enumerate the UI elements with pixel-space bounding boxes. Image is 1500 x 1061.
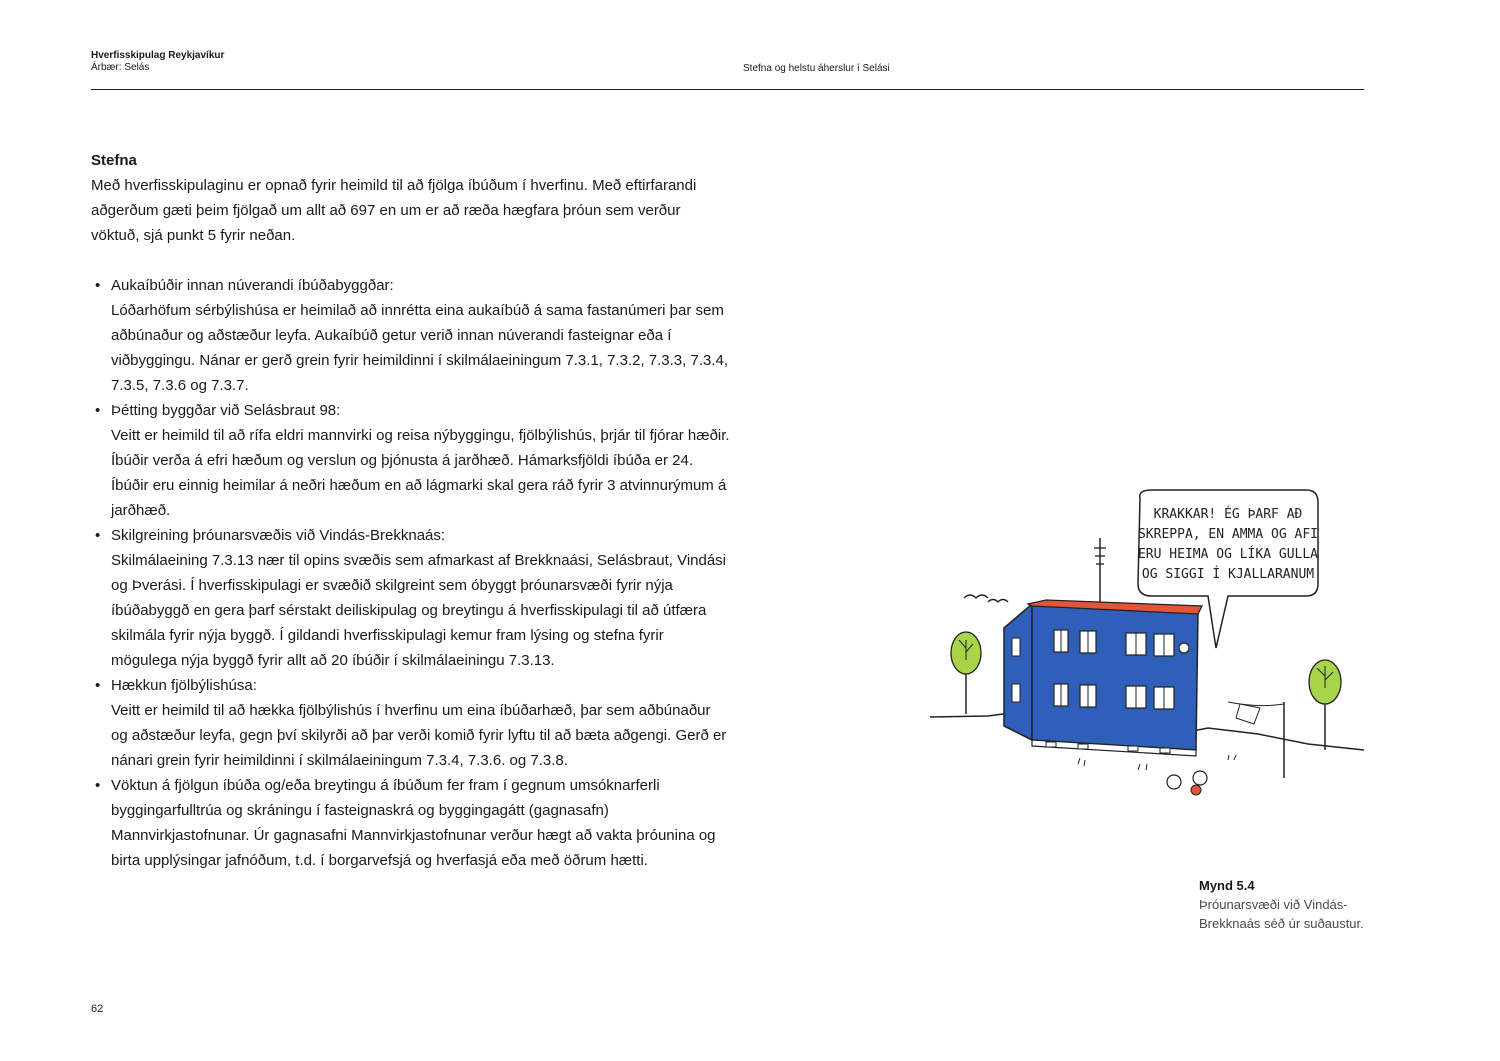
list-item: [91, 673, 731, 773]
intro-paragraph: Með hverfisskipulaginu er opnað fyrir heimild til að fjölga íbúðum í hverfinu. Með eftirfarandi aðgerðum gæti þeim fjölgað um allt að 697 en um er að ræða hægfara þróun sem verður vöktuð, sjá punkt 5 fyrir neðan.: [91, 177, 697, 244]
speech-line: OG SIGGI Í KJALLARANUM: [1141, 567, 1315, 582]
list-item-heading: Skilgreining þróunarsvæðis við Vindás-Brekknaás:: [111, 527, 446, 544]
bullet-icon: •: [95, 402, 101, 419]
house-illustration: [928, 488, 1368, 808]
bird-icon: [988, 600, 1008, 603]
bullet-icon: •: [95, 677, 101, 694]
caption-label: Mynd 5.4: [1199, 878, 1255, 893]
child-icon: [1193, 771, 1207, 785]
list-item-heading: Hækkun fjölbýlishúsa:: [111, 677, 257, 694]
speech-line: SKREPPA, EN AMMA OG AFI: [1137, 527, 1319, 542]
bird-icon: [964, 595, 988, 598]
list-item-heading: Þétting byggðar við Selásbraut 98:: [111, 402, 341, 419]
figure-caption: [1199, 876, 1374, 933]
list-item: [91, 398, 731, 523]
bullet-icon: •: [95, 777, 101, 794]
header-divider: [91, 89, 1364, 90]
list-item: [91, 523, 731, 673]
ball-icon: [1191, 785, 1201, 795]
clothesline: [1228, 702, 1284, 706]
list-item-text: Skilmálaeining 7.3.13 nær til opins svæðis sem afmarkast af Brekknaási, Selásbraut, Vindási og Þverási. Í hverfisskipulagi er svæðið skilgreint sem óbyggt þróunarsvæði fyrir nýja íbúðabyggð en gera þarf sérstakt deiliskipulag og breytingu á hverfisskipulagi til að útfæra skilmála fyrir nýja byggð. Í gildandi hverfisskipulagi kemur fram lýsing og stefna fyrir mögulega nýja byggð fyrir allt að 20 íbúðir í skilmálaeiningu 7.3.13.: [111, 552, 727, 669]
document-subtitle: Árbær: Selás: [91, 62, 150, 73]
house-front-wall: [1032, 604, 1198, 750]
person-icon: [1179, 643, 1189, 653]
policy-list: [91, 273, 731, 873]
section-header: Stefna og helstu áherslur í Selási: [743, 63, 890, 74]
list-item-text: Lóðarhöfum sérbýlishúsa er heimilað að innrétta eina aukaíbúð á sama fastanúmeri þar sem aðbúnaður og aðstæður leyfa. Aukaíbúð getur verið innan núverandi fasteignar eða í viðbyggingu. Nánar er gerð grein fyrir heimildinni í skilmálaeiningum 7.3.1, 7.3.2, 7.3.3, 7.3.4, 7.3.5, 7.3.6 og 7.3.7.: [111, 302, 728, 394]
list-item-heading: Aukaíbúðir innan núverandi íbúðabyggðar:: [111, 277, 394, 294]
list-item-text: Veitt er heimild til að hækka fjölbýlishús í hverfinu um eina íbúðarhæð, þar sem aðbúnaður og aðstæður leyfa, gegn því skilyrði að þar verði komið fyrir lyftu til að bæta aðgengi. Gerð er nánari grein fyrir heimildinni í skilmálaeiningum 7.3.4, 7.3.6. og 7.3.8.: [111, 702, 727, 769]
child-icon: [1167, 775, 1181, 789]
list-item-text: Veitt er heimild til að rífa eldri mannvirki og reisa nýbyggingu, fjölbýlishús, þrjár til fjórar hæðir. Íbúðir verða á efri hæðum og verslun og þjónusta á jarðhæð. Hámarksfjöldi íbúða er 24. Íbúðir eru einnig heimilar á neðri hæðum en að lágmarki skal gera ráð fyrir 3 atvinnurýmum á jarðhæð.: [111, 427, 730, 519]
bullet-icon: •: [95, 277, 101, 294]
house-side-wall: [1004, 604, 1032, 740]
list-item-text: Vöktun á fjölgun íbúða og/eða breytingu á íbúðum fer fram í gegnum umsóknarferli byggingarfulltrúa og skráningu í fasteignaskrá og byggingagátt (gagnasafn) Mannvirkjastofnunar. Úr gagnasafni Mannvirkjastofnunar verður hægt að vakta þróunina og birta upplýsingar jafnóðum, t.d. í borgarvefsjá og hverfasjá eða með öðrum hætti.: [111, 777, 716, 869]
caption-text: Þróunarsvæði við Vindás-Brekknaás séð úr suðaustur.: [1199, 897, 1364, 931]
document-title: Hverfisskipulag Reykjavíkur: [91, 50, 225, 61]
page-number: 62: [91, 1003, 104, 1015]
list-item: [91, 773, 731, 873]
main-text-column: [91, 148, 731, 873]
list-item: [91, 273, 731, 398]
running-header: [91, 50, 224, 74]
bullet-icon: •: [95, 527, 101, 544]
speech-line: ERU HEIMA OG LÍKA GULLA: [1137, 547, 1319, 562]
laundry: [1236, 704, 1260, 724]
section-heading: Stefna: [91, 152, 137, 169]
speech-line: KRAKKAR! ÉG ÞARF AÐ: [1153, 507, 1303, 522]
